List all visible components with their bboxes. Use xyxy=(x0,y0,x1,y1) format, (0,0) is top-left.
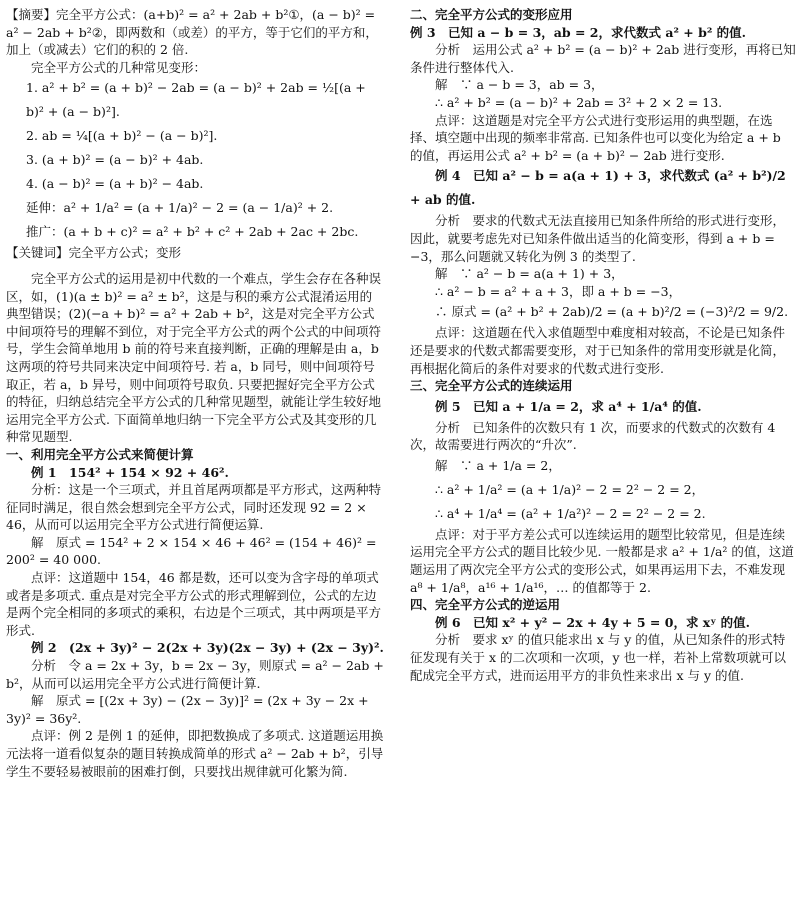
example-5: 例 5 已知 a + 1/a = 2，求 a⁴ + 1/a⁴ 的值. xyxy=(435,398,702,414)
example-5-solution-line-3: ∴ a⁴ + 1/a⁴ = (a² + 1/a²)² − 2 = 2² − 2 = 2. xyxy=(435,505,706,521)
section-2-heading: 二、完全平方公式的变形应用 xyxy=(410,7,573,22)
example-4-solution-line-3: ∴ 原式 = (a² + b² + 2ab)/2 = (a + b)²/2 = (−3)²/2 = 9/2. xyxy=(435,304,789,320)
example-1: 例 1 154² + 154 × 92 + 46². xyxy=(31,464,229,480)
section-1-heading: 一、利用完全平方公式来简便计算 xyxy=(6,446,194,462)
example-3: 例 3 已知 a − b = 3，ab = 2，求代数式 a² + b² 的值. xyxy=(410,24,747,40)
example-4-analysis: 分析 要求的代数式无法直接用已知条件所给的形式进行变形，因此，就要考虑先对已知条件做出适当的化简变形，得到 a + b = −3，那么问题就又转化为例 3 的类型了. xyxy=(410,213,786,264)
example-3-solution-line-2: ∴ a² + b² = (a − b)² + 2ab = 3² + 2 × 2 = 13. xyxy=(435,94,723,110)
section-3-heading: 三、完全平方公式的连续运用 xyxy=(410,378,573,394)
formula-3: 3. (a + b)² = (a − b)² + 4ab. xyxy=(26,152,204,168)
abstract: 【摘要】完全平方公式：(a+b)² = a² + 2ab + b²①，(a − b)² = a² − 2ab + b²②，即两数和（或差）的平方，等于它们的平方和，加上（或减去）它们的积的 2 倍. xyxy=(6,7,378,58)
example-6: 例 6 已知 x² + y² − 2x + 4y + 5 = 0，求 xʸ 的值. xyxy=(435,614,751,630)
example-3-comment: 点评：这道题是对完全平方公式进行变形运用的典型题，在选择、填空题中出现的频率非常高. 已知条件也可以变化为给定 a + b 的值，再运用公式 a² + b² = (a + b)² − 2ab 进行变形. xyxy=(410,112,781,163)
example-5-solution-line-2: ∴ a² + 1/a² = (a + 1/a)² − 2 = 2² − 2 = 2， xyxy=(435,481,705,497)
keywords: 【关键词】完全平方公式；变形 xyxy=(6,245,182,261)
example-4: 例 4 已知 a² − b = a(a + 1) + 3，求代数式 (a² + b²)/2 + ab 的值. xyxy=(410,168,786,208)
column-gap xyxy=(396,4,397,909)
example-2-solution: 解 原式 = [(2x + 3y) − (2x − 3y)]² = (2x + 3y − 2x + 3y)² = 36y². xyxy=(6,693,369,726)
abstract-intro: 完全平方公式的几种常见变形： xyxy=(31,59,207,75)
example-2: 例 2 (2x + 3y)² − 2(2x + 3y)(2x − 3y) + (2x − 3y)². xyxy=(31,640,384,656)
formula-4: 4. (a − b)² = (a + b)² − 4ab. xyxy=(26,176,204,192)
formula-2: 2. ab = ¼[(a + b)² − (a − b)²]. xyxy=(26,128,218,144)
right-column xyxy=(410,6,796,684)
left-column xyxy=(6,6,384,780)
formula-extension: 延伸：a² + 1/a² = (a + 1/a)² − 2 = (a − 1/a)² + 2. xyxy=(26,200,334,216)
example-2-comment: 点评：例 2 是例 1 的延伸，即把数换成了多项式. 这道题运用换元法将一道看似复杂的题目转换成简单的形式 a² − 2ab + b²，引导学生不要轻易被眼前的困难打倒，只要找出规律就可化繁为简. xyxy=(6,728,384,779)
example-3-solution-line-1: 解 ∵ a − b = 3，ab = 3， xyxy=(435,77,604,93)
example-2-analysis: 分析 令 a = 2x + 3y，b = 2x − 3y，则原式 = a² − 2ab + b²，从而可以运用完全平方公式进行简便计算. xyxy=(6,658,384,691)
example-4-solution-line-2: ∴ a² − b = a² + a + 3，即 a + b = −3， xyxy=(435,283,682,299)
example-4-comment: 点评：这道题在代入求值题型中难度相对较高，不论是已知条件还是要求的代数式都需要变形，对于已知条件的常用变形就是化简，再根据化简后的条件对要求的代数式进行变形. xyxy=(410,325,786,376)
example-4-solution-line-1: 解 ∵ a² − b = a(a + 1) + 3， xyxy=(435,266,624,282)
example-1-analysis: 分析：这是一个三项式，并且首尾两项都是平方形式，这两种特征同时满足，很自然会想到完全平方公式，同时还发现 92 = 2 × 46，从而可以运用完全平方公式进行简便运算. xyxy=(6,482,382,533)
example-5-comment: 点评：对于平方差公式可以连续运用的题型比较常见，但是连续运用完全平方公式的题目比较少见. 一般都是求 a² + 1/a² 的值，这道题运用了两次完全平方公式的变形公式，如果再运用下去，不难发现 a⁸ + 1/a⁸，a¹⁶ + 1/a¹⁶，… 的值都等于 2. xyxy=(410,526,794,595)
example-5-solution-line-1: 解 ∵ a + 1/a = 2， xyxy=(435,457,561,473)
section-4-heading: 四、完全平方公式的逆运用 xyxy=(410,597,561,613)
example-6-analysis: 分析 要求 xʸ 的值只能求出 x 与 y 的值，从已知条件的形式特征发现有关于 x 的二次项和一次项，y 也一样，若补上常数项就可以配成完全平方式，进而运用平方的非负性来求出 x 与 y 的值. xyxy=(410,632,787,683)
example-5-analysis: 分析 已知条件的次数只有 1 次，而要求的代数式的次数有 4 次，故需要进行两次的“升次”. xyxy=(410,419,776,453)
formula-generalization: 推广：(a + b + c)² = a² + b² + c² + 2ab + 2ac + 2bc. xyxy=(26,224,359,240)
intro-paragraph: 完全平方公式的运用是初中代数的一个难点，学生会存在各种误区，如，(1)(a ± b)² = a² ± b²，这是与积的乘方公式混淆运用的典型错误；(2)(−a + b)² = a² + 2ab + b²，这是对完全平方公式中间项符号的理解不到位，对于完全平方公式的两个公式的中间项符号，学生会简单地用 b 前的符号来直接判断，正确的理解是由 a，b 这两项的符号共同来决定中间项符号. 若 a，b 同号，则中间项符号取正，若 a，b 异号，则中间项符号取负. 只要把握好完全平方公式的特征，归纳总结完全平方公式的几种常见题型，就能让学生较好地运用完全平方公式. 下面简单地归纳一下完全平方公式及其变形的几种常见题型. xyxy=(6,270,382,445)
formula-1: 1. a² + b² = (a + b)² − 2ab = (a − b)² + 2ab = ½[(a + b)² + (a − b)²]. xyxy=(26,80,366,120)
example-1-comment: 点评：这道题中 154，46 都是数，还可以变为含字母的单项式或者是多项式. 重点是对完全平方公式的形式理解到位，公式的左边是两个完全相同的多项式的乘积，右边是个三项式，其中两项是平方形式. xyxy=(6,570,382,638)
example-1-solution: 解 原式 = 154² + 2 × 154 × 46 + 46² = (154 + 46)² = 200² = 40 000. xyxy=(6,534,377,568)
example-3-analysis: 分析 运用公式 a² + b² = (a − b)² + 2ab 进行变形，再将已知条件进行整体代入. xyxy=(410,42,796,75)
